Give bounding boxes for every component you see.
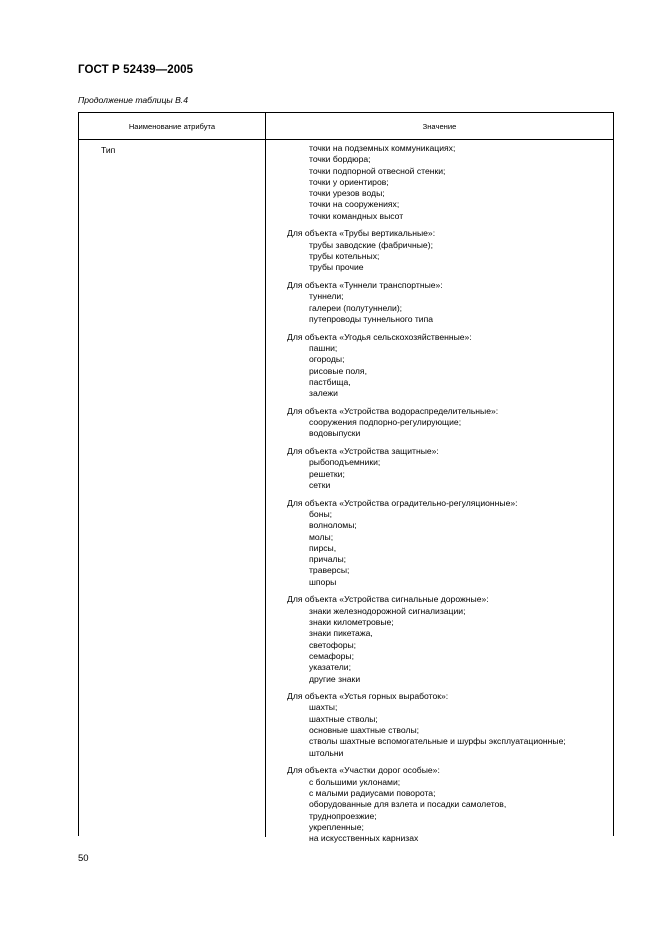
value-item: указатели; bbox=[309, 662, 351, 673]
value-group-title: Для объекта «Угодья сельскохозяйственные»: bbox=[287, 331, 472, 342]
value-item: знаки железнодорожной сигнализации; bbox=[309, 605, 466, 616]
value-item: точки на сооружениях; bbox=[309, 199, 400, 210]
value-item: пашни; bbox=[309, 342, 338, 353]
value-item: основные шахтные стволы; bbox=[309, 725, 420, 736]
value-item: решетки; bbox=[309, 468, 345, 479]
value-group-title: Для объекта «Устройства сигнальные дорожные»: bbox=[287, 594, 489, 605]
value-item: водовыпуски bbox=[309, 428, 361, 439]
value-item: траверсы; bbox=[309, 565, 350, 576]
attribute-name-cell: Тип bbox=[101, 145, 116, 155]
value-item: штольни bbox=[309, 747, 344, 758]
value-group bbox=[287, 691, 613, 759]
column-header-value: Значение bbox=[422, 122, 457, 131]
table-caption: Продолжение таблицы В.4 bbox=[78, 95, 188, 105]
value-group-title: Для объекта «Устья горных выработок»: bbox=[287, 691, 449, 702]
value-group-title: Для объекта «Участки дорог особые»: bbox=[287, 765, 440, 776]
value-item: с малыми радиусами поворота; bbox=[309, 787, 436, 798]
value-item: точки урезов воды; bbox=[309, 188, 385, 199]
value-item: трубы котельных; bbox=[309, 251, 380, 262]
value-item: стволы шахтные вспомогательные и шурфы эксплуатационные; bbox=[309, 736, 566, 747]
value-group bbox=[287, 446, 613, 491]
value-item: галереи (полутуннели); bbox=[309, 302, 403, 313]
value-item: точки у ориентиров; bbox=[309, 176, 389, 187]
value-group bbox=[287, 280, 613, 325]
value-item: рисовые поля, bbox=[309, 365, 367, 376]
value-item: волноломы; bbox=[309, 520, 357, 531]
value-group bbox=[287, 498, 613, 588]
value-item: туннели; bbox=[309, 291, 344, 302]
value-item: оборудованные для взлета и посадки самолетов, bbox=[309, 799, 507, 810]
value-item: другие знаки bbox=[309, 673, 361, 684]
value-item: молы; bbox=[309, 531, 334, 542]
value-group bbox=[287, 765, 613, 844]
value-item: боны; bbox=[309, 508, 333, 519]
value-item: на искусственных карнизах bbox=[309, 833, 419, 844]
value-group-title: Для объекта «Устройства водораспределительные»: bbox=[287, 405, 499, 416]
value-item: знаки километровые; bbox=[309, 617, 394, 628]
value-item: пирсы, bbox=[309, 542, 337, 553]
value-item: укрепленные; bbox=[309, 821, 364, 832]
value-item: залежи bbox=[309, 388, 338, 399]
value-item: знаки пикетажа, bbox=[309, 628, 373, 639]
value-group-title: Для объекта «Трубы вертикальные»: bbox=[287, 228, 436, 239]
value-item: шахты; bbox=[309, 702, 338, 713]
value-group bbox=[287, 406, 613, 440]
value-item: семафоры; bbox=[309, 650, 354, 661]
value-item: светофоры; bbox=[309, 639, 357, 650]
value-group bbox=[287, 228, 613, 273]
value-group bbox=[287, 594, 613, 684]
column-divider bbox=[265, 113, 266, 837]
value-group-title: Для объекта «Устройства оградительно-регуляционные»: bbox=[287, 497, 518, 508]
value-item: путепроводы туннельного типа bbox=[309, 313, 434, 324]
page-number: 50 bbox=[78, 853, 89, 864]
value-item: рыбоподъемники; bbox=[309, 457, 381, 468]
attribute-table bbox=[78, 112, 614, 844]
value-item: точки командных высот bbox=[309, 210, 404, 221]
value-group bbox=[287, 143, 613, 222]
value-item: сетки bbox=[309, 479, 331, 490]
value-item: точки бордюра; bbox=[309, 154, 371, 165]
value-item: пастбища, bbox=[309, 376, 351, 387]
value-item: шпоры bbox=[309, 576, 337, 587]
value-item: точки подпорной отвесной стенки; bbox=[309, 165, 446, 176]
value-group bbox=[287, 332, 613, 400]
header-divider bbox=[79, 139, 613, 140]
value-group-title: Для объекта «Туннели транспортные»: bbox=[287, 280, 443, 291]
value-item: причалы; bbox=[309, 554, 347, 565]
attribute-values-cell bbox=[287, 143, 613, 851]
value-item: с большими уклонами; bbox=[309, 776, 401, 787]
column-header-name: Наименование атрибута bbox=[128, 122, 216, 131]
value-item: шахтные стволы; bbox=[309, 713, 378, 724]
value-item: трубы прочие bbox=[309, 262, 364, 273]
value-item: сооружения подпорно-регулирующие; bbox=[309, 417, 462, 428]
value-item: огороды; bbox=[309, 354, 345, 365]
value-item: труднопроезжие; bbox=[309, 810, 377, 821]
value-item: трубы заводские (фабричные); bbox=[309, 239, 433, 250]
standard-title: ГОСТ Р 52439—2005 bbox=[78, 64, 194, 76]
value-item: точки на подземных коммуникациях; bbox=[309, 143, 456, 153]
value-group-title: Для объекта «Устройства защитные»: bbox=[287, 446, 439, 457]
